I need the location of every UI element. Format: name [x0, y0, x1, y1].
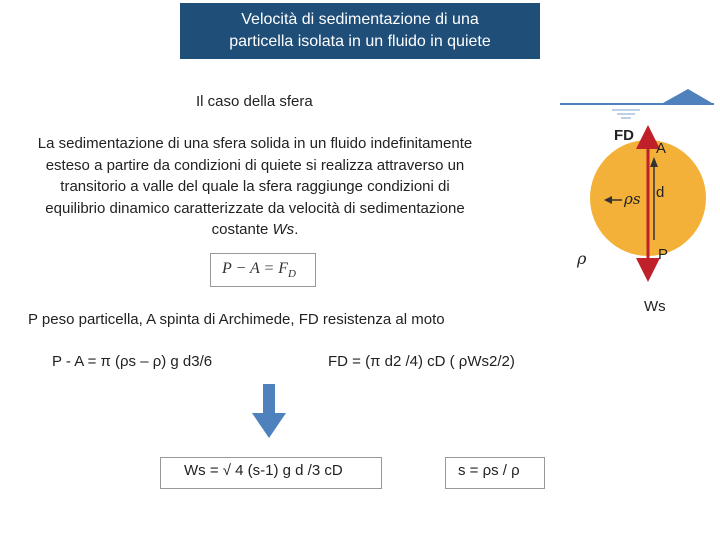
down-arrow-head-icon	[252, 413, 286, 438]
settling-velocity-label: Ws	[644, 298, 666, 315]
drag-force-equation: FD = (π d2 /4) cD ( ρWs2/2)	[328, 353, 515, 370]
section-subtitle: Il caso della sfera	[196, 93, 313, 110]
diameter-label: d	[656, 184, 665, 201]
description-line-4: equilibrio dinamico caratterizzate da velocità di sedimentazione	[45, 199, 465, 217]
fluid-density-label: ρ	[577, 249, 587, 268]
equilibrium-formula-main: P − A = F	[222, 260, 289, 277]
drag-force-label: FD	[614, 127, 634, 144]
forces-legend: P peso particella, A spinta di Archimede, FD resistenza al moto	[28, 311, 445, 328]
description-line-3: transitorio a valle del quale la sfera raggiunge condizioni di	[60, 178, 450, 195]
title-line-2: particella isolata in un fluido in quiete	[229, 33, 491, 50]
density-ratio-equation: s = ρs / ρ	[458, 462, 520, 479]
weight-force-label: P	[658, 246, 669, 263]
down-arrow-shaft	[263, 384, 275, 414]
description-line-5-var: Ws	[272, 221, 295, 238]
water-level-triangle-icon	[663, 89, 712, 103]
title-line-1: Velocità di sedimentazione di una	[241, 11, 479, 28]
description-line-2: esteso a partire da condizioni di quiete si realizza attraverso un	[45, 156, 465, 174]
sphere-density-label: ρs	[624, 190, 641, 208]
settling-velocity-equation: Ws = √ 4 (s-1) g d /3 cD	[184, 462, 343, 479]
buoyancy-force-label: A	[656, 140, 667, 157]
description-line-5-prefix: costante	[211, 221, 273, 238]
description-line-1: La sedimentazione di una sfera solida in un fluido indefinitamente	[37, 135, 473, 152]
weight-minus-buoyancy-equation: P - A = π (ρs – ρ) g d3/6	[52, 353, 213, 370]
equilibrium-formula-sub: D	[288, 268, 296, 281]
description-line-5-suffix: .	[294, 221, 299, 238]
